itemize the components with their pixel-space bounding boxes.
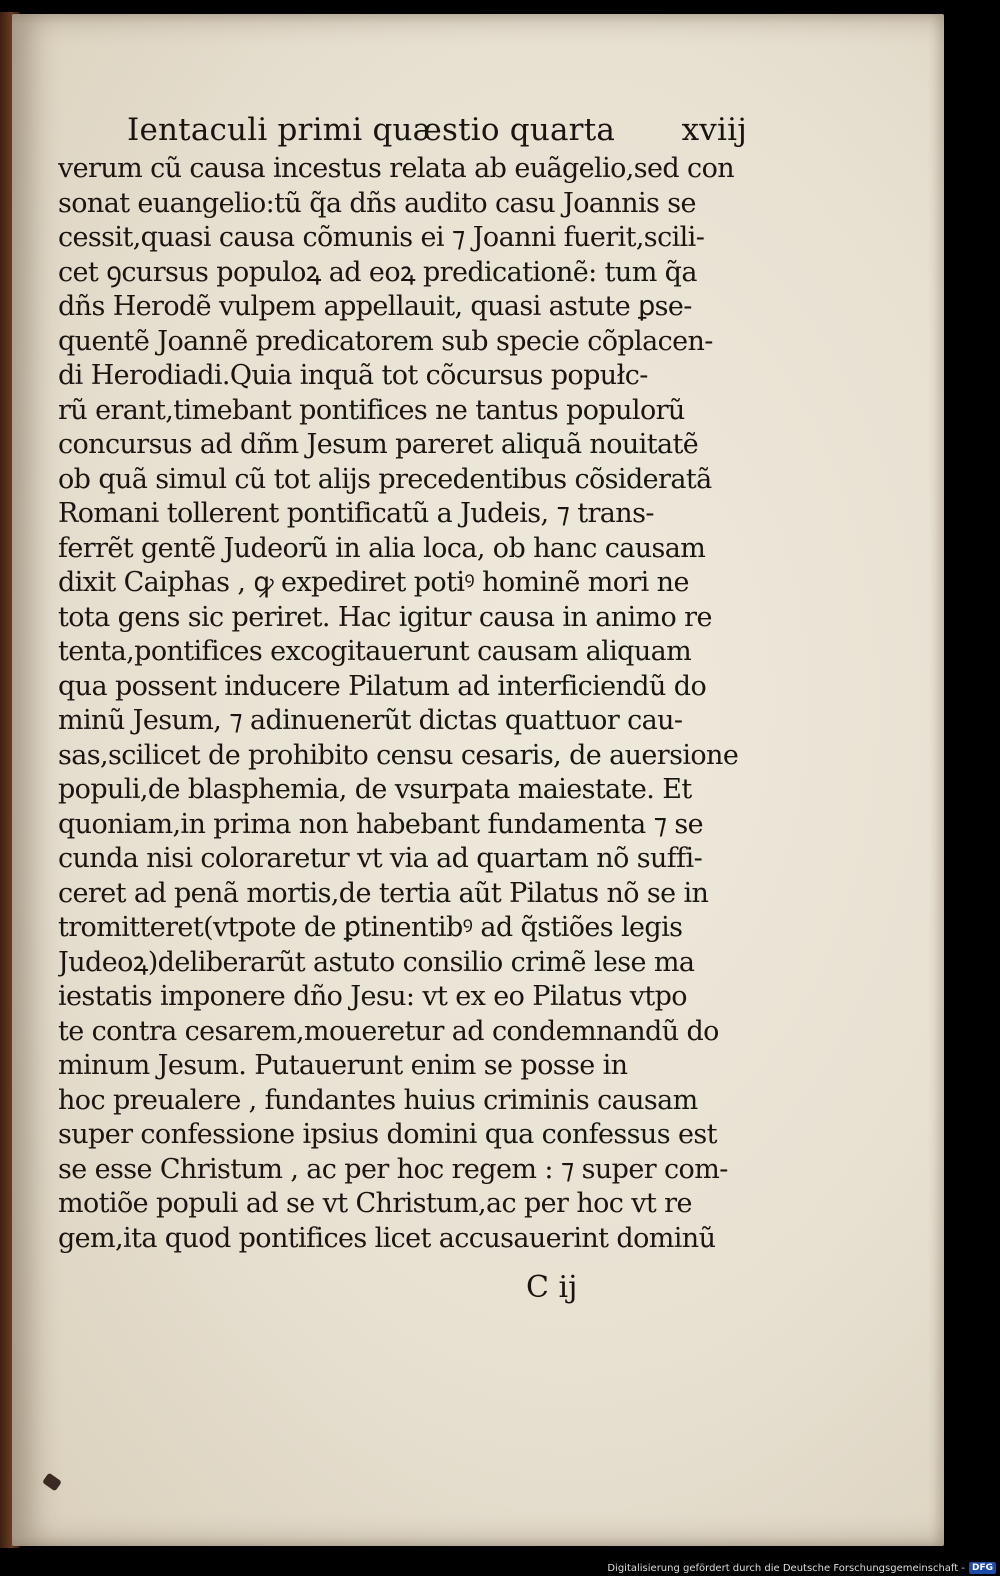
- text-line: minum Jesum. Putauerunt enim se posse in: [58, 1050, 628, 1081]
- text-line: qua possent inducere Pilatum ad interficiendũ do: [58, 670, 707, 702]
- text-line: di Herodiadi.Quia inquã tot cõcursus popułc-: [58, 360, 648, 391]
- text-line: rũ erant,timebant pontifices ne tantus populorũ: [58, 394, 685, 426]
- text-line: ferrẽt gentẽ Judeorũ in alia loca, ob hanc causam: [58, 532, 706, 564]
- text-line: dñs Herodẽ vulpem appellauit, quasi astute ꝑse-: [58, 291, 692, 322]
- text-line: hoc preualere , fundantes huius criminis causam: [58, 1084, 698, 1116]
- book-page: [12, 14, 944, 1546]
- text-line: tenta,pontifices excogitauerunt causam aliquam: [58, 636, 692, 667]
- footer-credit: Digitalisierung gefördert durch die Deutsche Forschungsgemeinschaft -: [607, 1562, 965, 1574]
- text-line: sonat euangelio:tũ q̃a dñs audito casu Joannis se: [58, 187, 696, 219]
- text-line: se esse Christum , ac per hoc regem : ⁊ super com-: [58, 1153, 728, 1185]
- text-line: ceret ad penã mortis,de tertia aũt Pilatus nõ se in: [58, 877, 709, 909]
- ink-stain: [42, 1472, 62, 1491]
- text-line: gem,ita quod pontifices licet accusauerint dominũ: [58, 1222, 716, 1254]
- text-line: quoniam,in prima non habebant fundamenta ⁊ se: [58, 808, 704, 840]
- text-line: verum cũ causa incestus relata ab euãgelio,sed con: [58, 153, 735, 184]
- text-line: Romani tollerent pontificatũ a Judeis, ⁊ trans-: [58, 498, 654, 529]
- text-line: cessit,quasi causa cõmunis ei ⁊ Joanni fuerit,scili-: [58, 222, 705, 253]
- signature-mark: C ij: [526, 1270, 578, 1305]
- text-line: dixit Caiphas , ꝙ expediret potiꝰ hominẽ mori ne: [58, 567, 689, 598]
- text-line: te contra cesarem,moueretur ad condemnandũ do: [58, 1015, 719, 1047]
- running-head: [127, 112, 747, 148]
- text-line: tota gens sic periret. Hac igitur causa in animo re: [58, 601, 712, 633]
- text-line: Judeoꝝ)deliberarũt astuto consilio crimẽ lese ma: [58, 946, 695, 978]
- text-line: motiõe populi ad se vt Christum,ac per hoc vt re: [58, 1188, 692, 1219]
- text-line: super confessione ipsius domini qua confessus est: [58, 1119, 717, 1150]
- digitization-footer: [607, 1562, 996, 1574]
- text-line: concursus ad dñm Jesum pareret aliquã nouitatẽ: [58, 429, 699, 460]
- folio-number: xviij: [681, 112, 747, 148]
- text-line: tromitteret(vtpote de ꝑtinentibꝰ ad q̃stiões legis: [58, 912, 683, 943]
- text-line: cunda nisi coloraretur vt via ad quartam nõ suffi-: [58, 843, 703, 874]
- text-line: sas,scilicet de prohibito censu cesaris, de auersione: [58, 739, 738, 771]
- text-line: populi,de blasphemia, de vsurpata maiestate. Et: [58, 774, 692, 805]
- text-line: ob quã simul cũ tot alijs precedentibus cõsideratã: [58, 463, 712, 495]
- text-line: minũ Jesum, ⁊ adinuenerũt dictas quattuor cau-: [58, 705, 683, 736]
- text-block: [58, 152, 738, 1256]
- text-line: quentẽ Joannẽ predicatorem sub specie cõplacen-: [58, 325, 713, 357]
- text-line: cet ꝯcursus populoꝝ ad eoꝝ predicationẽ: tum q̃a: [58, 256, 697, 288]
- dfg-logo: DFG: [969, 1562, 996, 1574]
- running-head-title: Ientaculi primi quæstio quarta: [127, 112, 616, 148]
- text-line: iestatis imponere dño Jesu: vt ex eo Pilatus vtpo: [58, 981, 687, 1012]
